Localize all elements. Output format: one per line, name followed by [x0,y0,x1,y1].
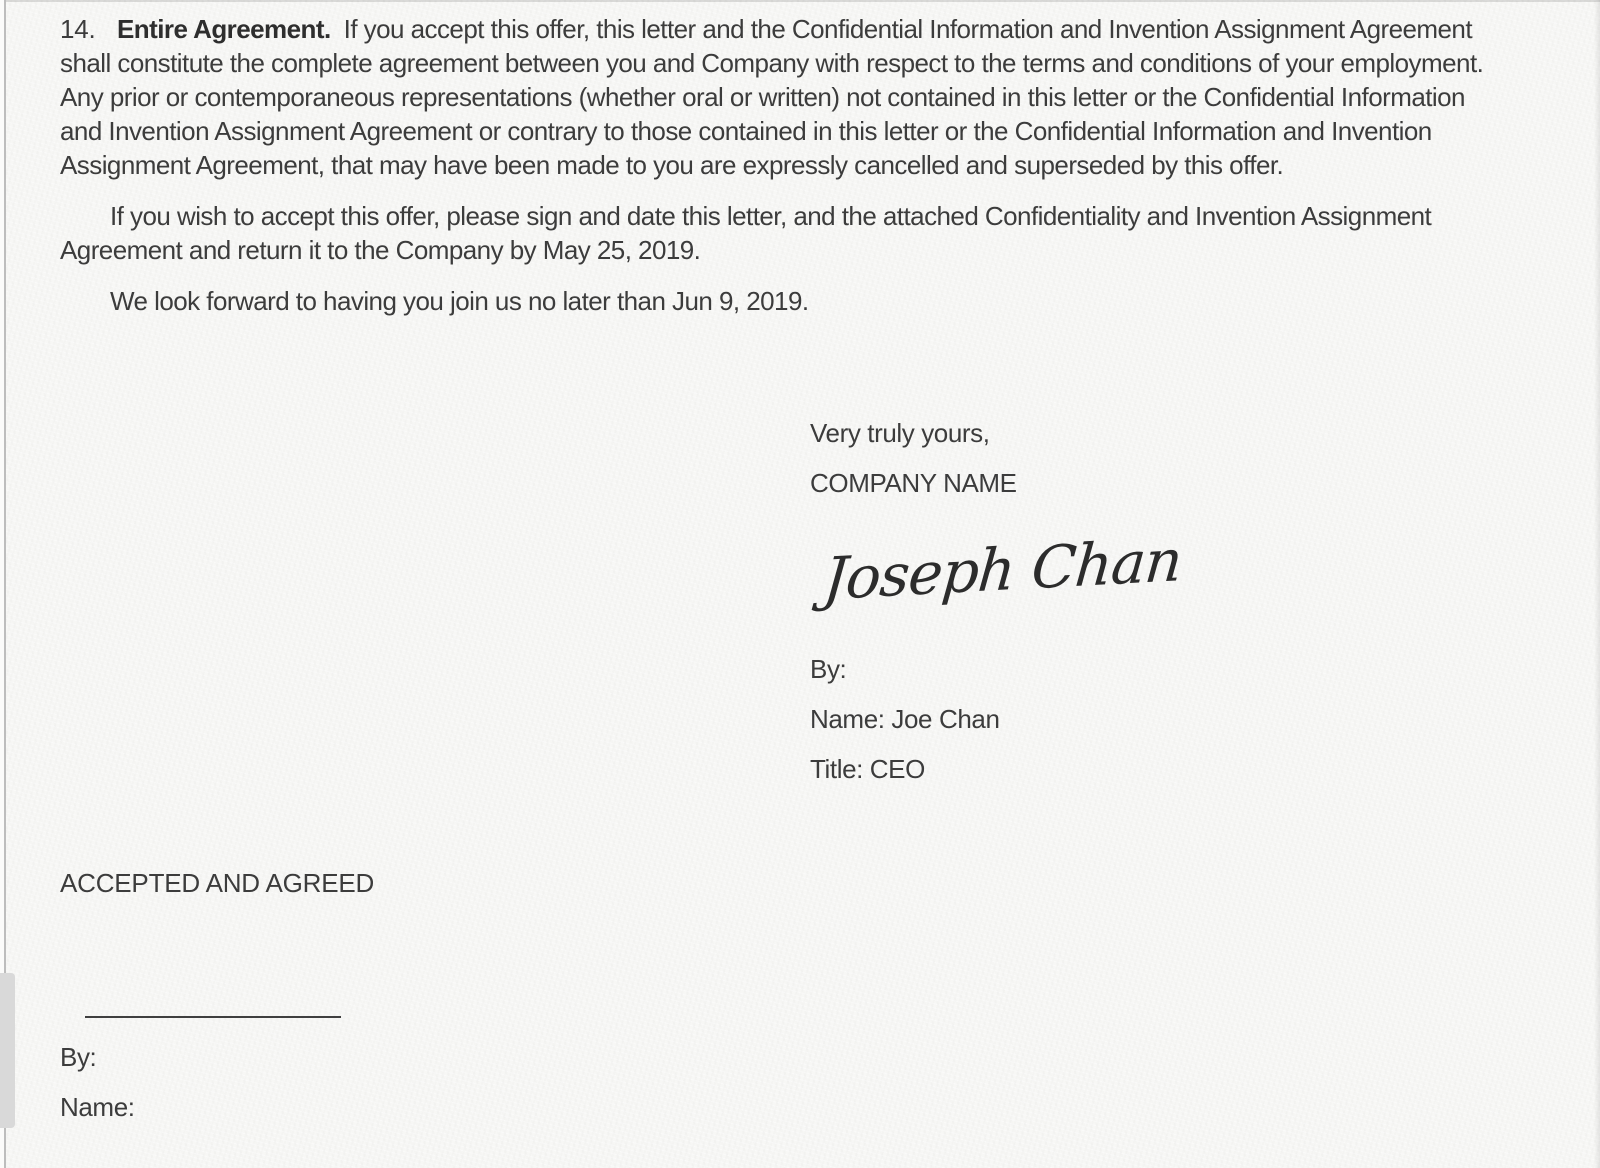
section-heading: Entire Agreement. [117,14,331,44]
scrollbar-thumb[interactable] [0,973,15,1128]
ceo-signature: Joseph Chan [821,526,1185,614]
section-body-text: If you accept this offer, this letter and the Confidential Information and Invention Assignment Agreement shall constitute the complete agreement between you and Company with respect to the terms and conditions of your employment. Any prior or contemporaneous representations (whether oral or written) not contained in this letter or the Confidential Information and Invention Assignment Agreement or contrary to those contained in this letter or the Confidential Information and Invention Assignment Agreement, that may have been made to you are expressly cancelled and superseded by this offer. [60,14,1484,180]
accepted-and-agreed-heading: ACCEPTED AND AGREED [60,868,375,898]
start-date-paragraph: We look forward to having you join us no later than Jun 9, 2019. [110,286,809,316]
employee-signature-line [85,1016,341,1018]
company-name: COMPANY NAME [810,468,1017,498]
section-number: 14. [60,14,96,44]
employee-by-label: By: [60,1042,97,1072]
company-by-label: By: [810,654,847,684]
employee-name-label: Name: [60,1092,135,1122]
page-top-edge [5,0,1600,2]
closing-line: Very truly yours, [810,418,990,448]
company-signature-block [810,416,1370,802]
letter-body [60,12,1502,335]
company-name-line: Name: Joe Chan [810,704,1000,734]
company-title-line: Title: CEO [810,754,925,784]
acceptance-instructions-paragraph: If you wish to accept this offer, please sign and date this letter, and the attached Confidentiality and Invention Assignment Agreement and return it to the Company by May 25, 2019. [60,201,1432,265]
section-entire-agreement [60,12,1502,182]
page-right-edge [1594,0,1600,1168]
